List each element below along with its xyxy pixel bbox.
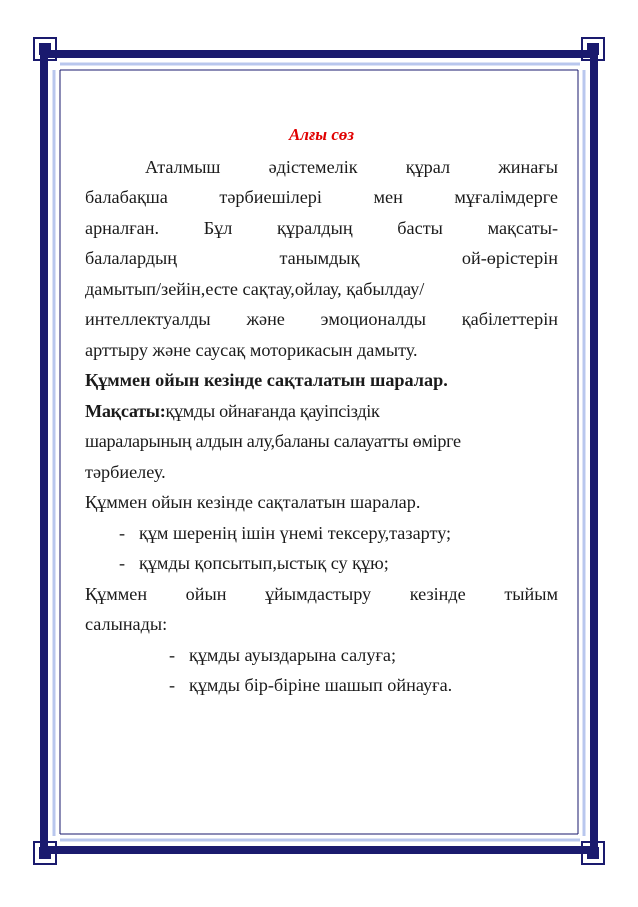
text-line: арттыру және саусақ моторикасын дамыту. xyxy=(85,339,418,360)
list-item-text: құмды бір-біріне шашып ойнауға. xyxy=(189,675,453,695)
text-line: тәрбиелеу. xyxy=(85,461,166,482)
text-line: арналған. Бұл құралдың басты мақсаты- xyxy=(85,217,558,238)
text-line: балабақша тәрбиешілері мен мұғалімдерге xyxy=(85,187,558,207)
list-item-text: құм шеренің ішін үнемі тексеру,тазарту; xyxy=(139,522,452,543)
list-item-text: құмды қопсытып,ыстық су құю; xyxy=(139,553,389,573)
document-body xyxy=(85,120,558,701)
goal-paragraph xyxy=(85,396,558,488)
prohibition-paragraph xyxy=(85,579,558,640)
text-line: балалардың танымдық ой-өрістерін xyxy=(85,248,558,268)
list-item-text: құмды ауыздарына салуға; xyxy=(189,644,397,665)
list-dash: - xyxy=(119,522,126,543)
goal-label: Мақсаты: xyxy=(85,400,166,421)
list-item xyxy=(85,640,558,671)
list-item xyxy=(85,518,558,549)
list-item xyxy=(85,670,558,701)
list-item xyxy=(85,548,558,579)
text-line: интеллектуалды және эмоционалды қабілеттерін xyxy=(85,309,558,329)
text-line: Аталмыш әдістемелік құрал жинағы xyxy=(145,156,558,177)
section-heading: Құммен ойын кезінде сақталатын шаралар. xyxy=(85,370,448,390)
list-dash: - xyxy=(119,553,126,573)
text-line: шараларының алдын алу,баланы салауатты өмірге xyxy=(85,431,461,451)
list-dash: - xyxy=(169,675,176,695)
goal-first-line xyxy=(85,396,558,427)
subheading: Құммен ойын кезінде сақталатын шаралар. xyxy=(85,492,421,512)
intro-paragraph xyxy=(85,152,558,366)
list-dash: - xyxy=(169,644,176,665)
page-title: Алғы сөз xyxy=(288,125,355,144)
text-line: Құммен ойын ұйымдастыру кезінде тыйым xyxy=(85,583,558,604)
safety-list xyxy=(85,518,558,579)
text-line: салынады: xyxy=(85,614,168,634)
prohibition-list xyxy=(85,640,558,701)
text-line: дамытып/зейін,есте сақтау,ойлау, қабылдау/ xyxy=(85,278,425,299)
text-line: құмды ойнағанда қауіпсіздік xyxy=(165,400,380,421)
